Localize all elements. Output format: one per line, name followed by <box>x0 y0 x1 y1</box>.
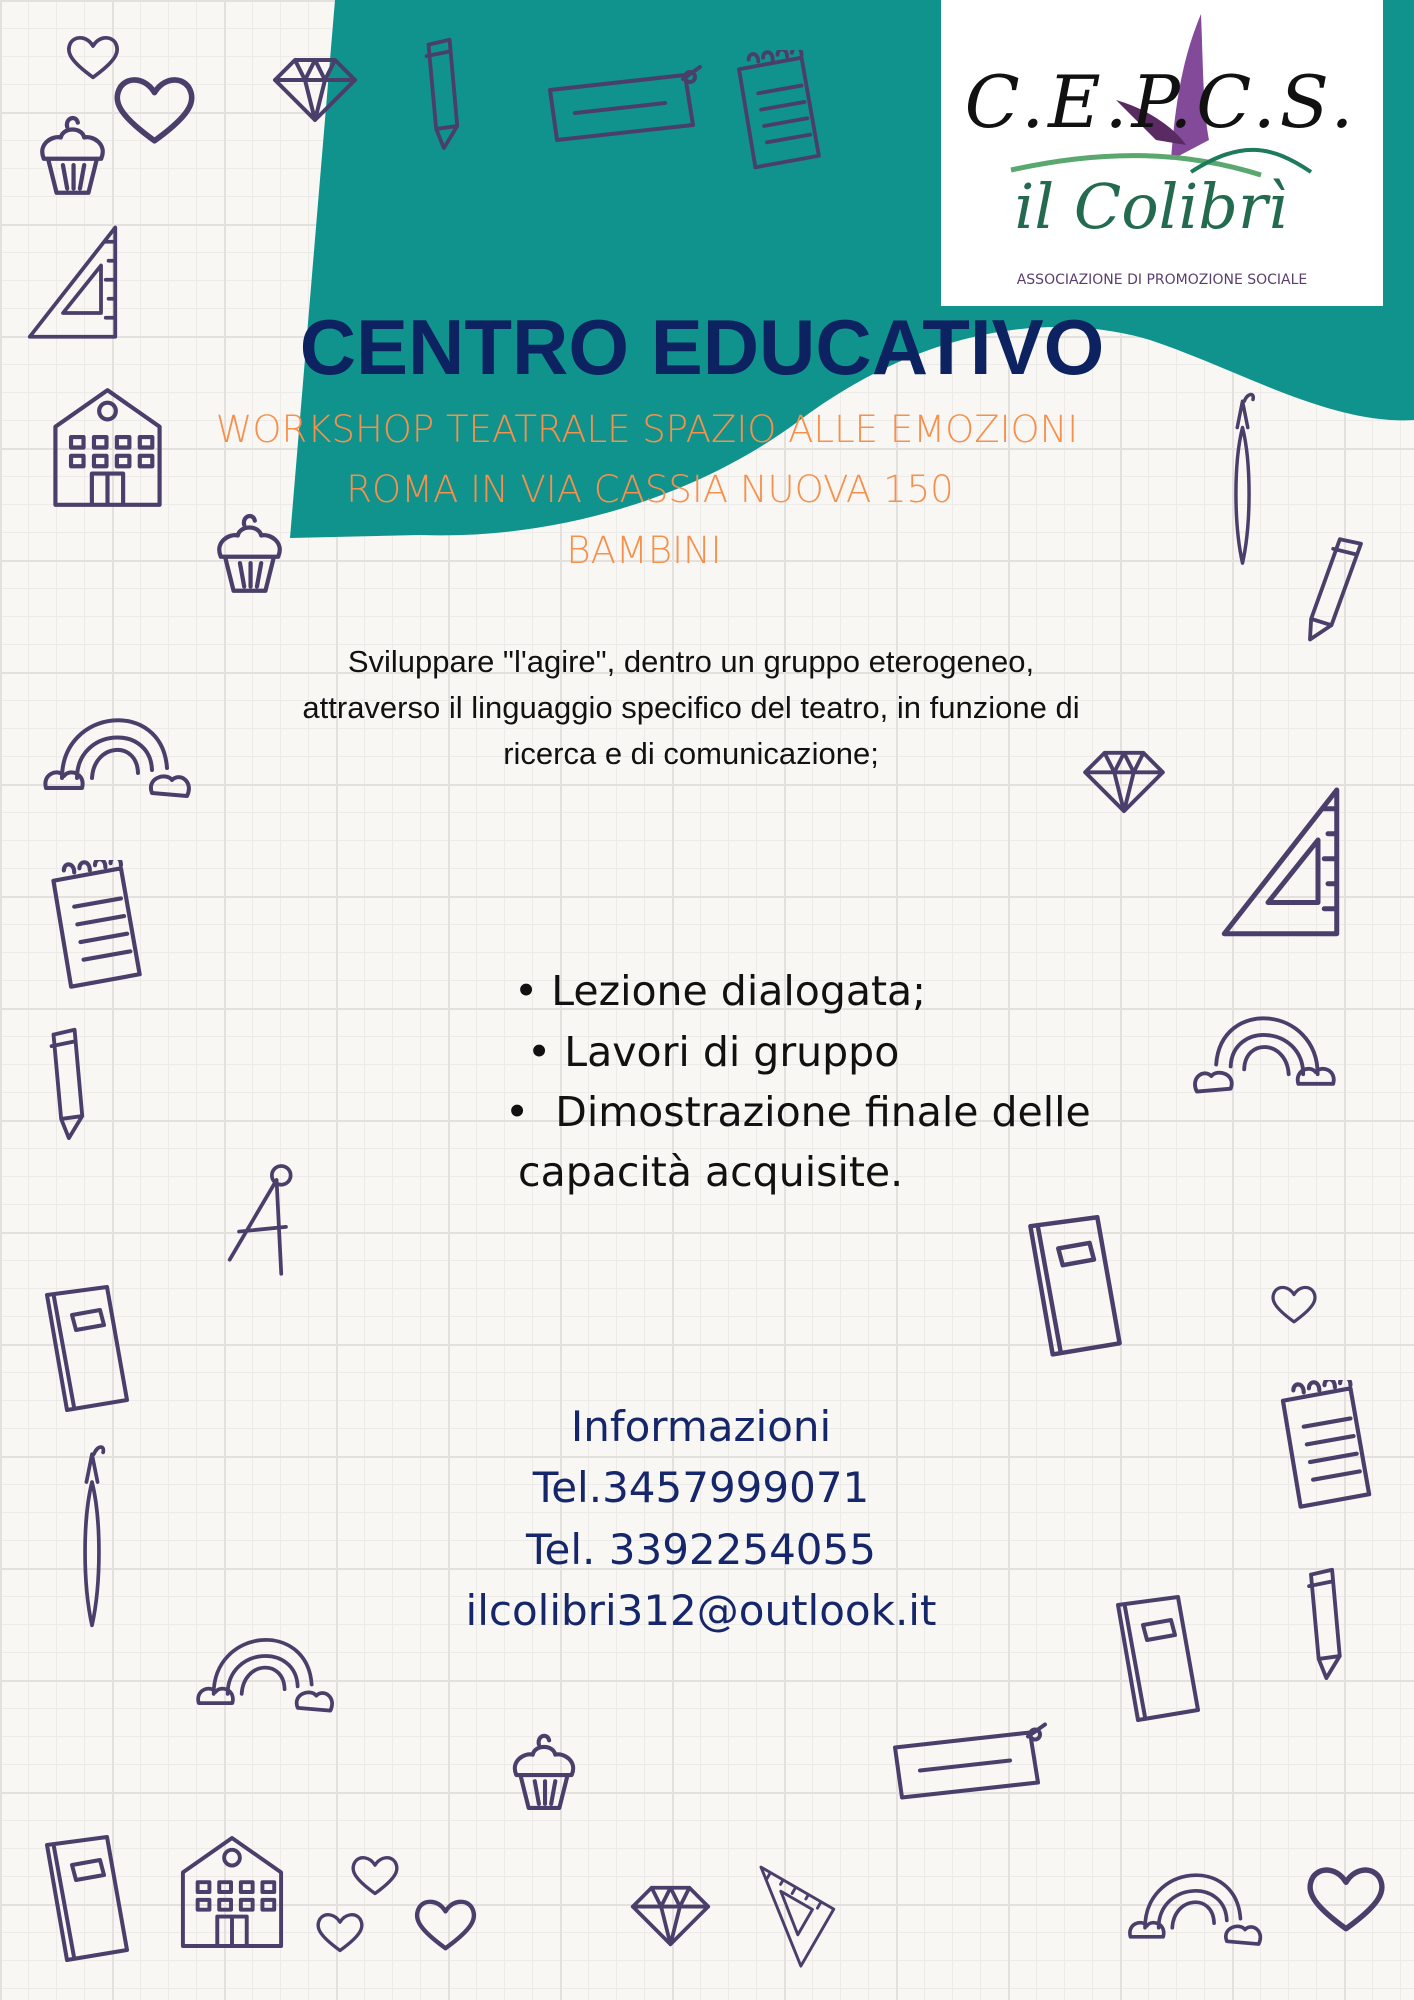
heart-icon <box>413 1898 478 1953</box>
logo-tagline: ASSOCIAZIONE DI PROMOZIONE SOCIALE <box>1016 272 1308 288</box>
info-email[interactable]: ilcolibri312@outlook.it <box>465 1586 937 1635</box>
heart-icon <box>1305 1865 1387 1935</box>
heart-icon <box>315 1912 365 1954</box>
logo-subtitle: il Colibrì <box>1014 170 1288 243</box>
heart-icon <box>112 75 197 147</box>
heart-icon <box>350 1855 400 1897</box>
subtitle-audience: BAMBINI <box>566 529 722 572</box>
info-phone-1[interactable]: Tel.3457999071 <box>532 1463 870 1512</box>
set-square-icon <box>1218 780 1343 950</box>
bullet-item: • Dimostrazione finale delle <box>505 1088 1091 1136</box>
set-square-icon <box>708 1835 858 1999</box>
cupcake-icon <box>35 112 110 197</box>
pencil-case-icon <box>545 60 705 150</box>
pencil-icon <box>40 1025 90 1140</box>
rainbow-icon <box>1125 1855 1265 1955</box>
notebook-icon <box>32 1285 142 1415</box>
heart-icon <box>1270 1285 1318 1325</box>
compass-icon <box>225 1155 300 1280</box>
pencil-icon <box>415 35 465 150</box>
logo-title: C.E.P.C.S. <box>964 60 1358 144</box>
bullet-item: • Lezione dialogata; <box>514 967 926 1015</box>
bullet-item: • Lavori di gruppo <box>514 1028 900 1076</box>
bullet-item: capacità acquisite. <box>505 1148 904 1196</box>
description-line: ricerca e di comunicazione; <box>503 736 879 771</box>
notebook-icon <box>32 1835 142 1965</box>
notepad-icon <box>730 50 825 175</box>
association-logo <box>941 0 1383 306</box>
page-title: CENTRO EDUCATIVO <box>299 303 1105 391</box>
notepad-icon <box>45 860 145 995</box>
subtitle-address: ROMA IN VIA CASSIA NUOVA 150 <box>346 468 954 511</box>
info-phone-2[interactable]: Tel. 3392254055 <box>526 1525 876 1574</box>
notebook-icon <box>1015 1215 1135 1360</box>
description-line: Sviluppare "l'agire", dentro un gruppo eterogeneo, <box>347 644 1035 679</box>
school-icon <box>178 1832 286 1952</box>
diamond-icon <box>270 55 360 125</box>
rainbow-icon <box>1192 995 1337 1105</box>
info-heading: Informazioni <box>570 1402 832 1451</box>
description-line: attraverso il linguaggio specifico del teatro, in funzione di <box>302 690 1080 725</box>
cupcake-icon <box>508 1730 580 1812</box>
pencil-case-icon <box>890 1720 1050 1805</box>
subtitle-workshop: WORKSHOP TEATRALE SPAZIO ALLE EMOZIONI <box>215 408 1079 451</box>
diamond-icon <box>628 1883 713 1949</box>
